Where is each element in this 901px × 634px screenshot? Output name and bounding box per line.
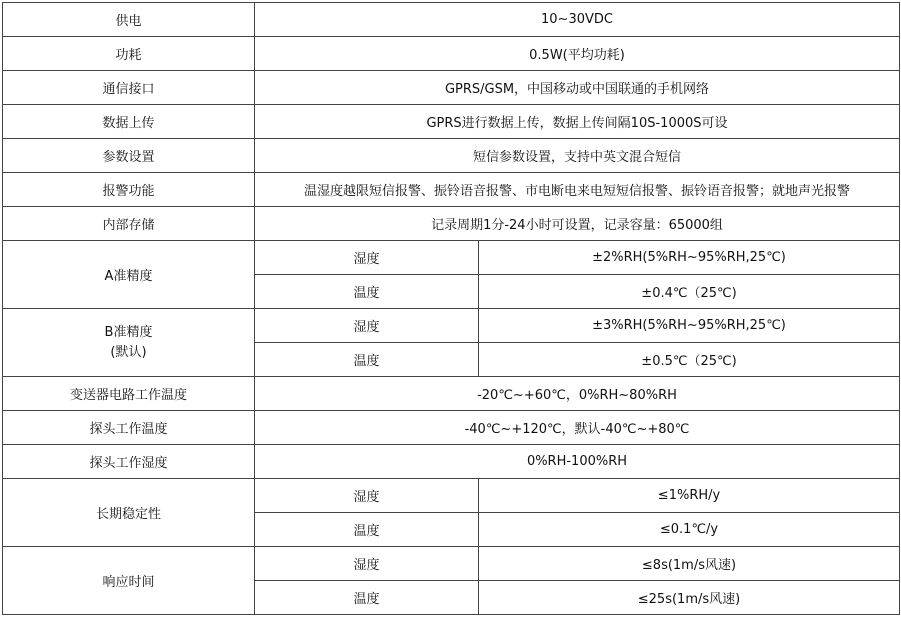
row-value: GPRS/GSM，中国移动或中国联通的手机网络: [255, 71, 900, 105]
sub-label: 温度: [255, 581, 479, 615]
sub-value: ≤8s(1m/s风速): [479, 547, 900, 581]
table-row: [3, 479, 900, 513]
row-label: 报警功能: [3, 173, 255, 207]
table-row: [3, 445, 900, 479]
sub-value: ≤25s(1m/s风速): [479, 581, 900, 615]
row-value: 短信参数设置，支持中英文混合短信: [255, 139, 900, 173]
label-line: B准精度: [104, 324, 153, 340]
row-label: 功耗: [3, 37, 255, 71]
sub-value: ±3%RH(5%RH~95%RH,25℃): [479, 309, 900, 343]
table-row: [3, 377, 900, 411]
row-label: [3, 309, 255, 377]
table-row: [3, 71, 900, 105]
row-value: 记录周期1分-24小时可设置，记录容量：65000组: [255, 207, 900, 241]
sub-value: ±0.5℃（25℃): [479, 343, 900, 377]
row-label: 长期稳定性: [3, 479, 255, 547]
row-label: 数据上传: [3, 105, 255, 139]
row-label: 响应时间: [3, 547, 255, 615]
table-row: [3, 411, 900, 445]
table-row: [3, 173, 900, 207]
row-label: A准精度: [3, 241, 255, 309]
sub-label: 温度: [255, 343, 479, 377]
table-row: [3, 3, 900, 37]
row-label: 通信接口: [3, 71, 255, 105]
sub-label: 温度: [255, 275, 479, 309]
table-row: [3, 105, 900, 139]
table-row: [3, 547, 900, 581]
sub-label: 温度: [255, 513, 479, 547]
row-label: 探头工作湿度: [3, 445, 255, 479]
sub-label: 湿度: [255, 309, 479, 343]
row-label: 变送器电路工作温度: [3, 377, 255, 411]
table-row: [3, 37, 900, 71]
row-value: 10~30VDC: [255, 3, 900, 37]
table-row: [3, 207, 900, 241]
row-value: 0.5W(平均功耗): [255, 37, 900, 71]
row-value: 温湿度越限短信报警、振铃语音报警、市电断电来电短短信报警、振铃语音报警；就地声光报警: [255, 173, 900, 207]
spec-table: [2, 2, 900, 615]
sub-value: ±0.4℃（25℃): [479, 275, 900, 309]
table-row: [3, 241, 900, 275]
row-label: 探头工作温度: [3, 411, 255, 445]
table-row: [3, 309, 900, 343]
sub-value: ≤1%RH/y: [479, 479, 900, 513]
row-label: 供电: [3, 3, 255, 37]
row-value: GPRS进行数据上传，数据上传间隔10S-1000S可设: [255, 105, 900, 139]
sub-value: ≤0.1℃/y: [479, 513, 900, 547]
sub-value: ±2%RH(5%RH~95%RH,25℃): [479, 241, 900, 275]
row-value: -40℃~+120℃，默认-40℃~+80℃: [255, 411, 900, 445]
label-line: (默认): [110, 344, 147, 360]
row-label: 参数设置: [3, 139, 255, 173]
row-label: 内部存储: [3, 207, 255, 241]
table-row: [3, 139, 900, 173]
sub-label: 湿度: [255, 547, 479, 581]
row-value: 0%RH-100%RH: [255, 445, 900, 479]
row-value: -20℃~+60℃，0%RH~80%RH: [255, 377, 900, 411]
sub-label: 湿度: [255, 241, 479, 275]
sub-label: 湿度: [255, 479, 479, 513]
